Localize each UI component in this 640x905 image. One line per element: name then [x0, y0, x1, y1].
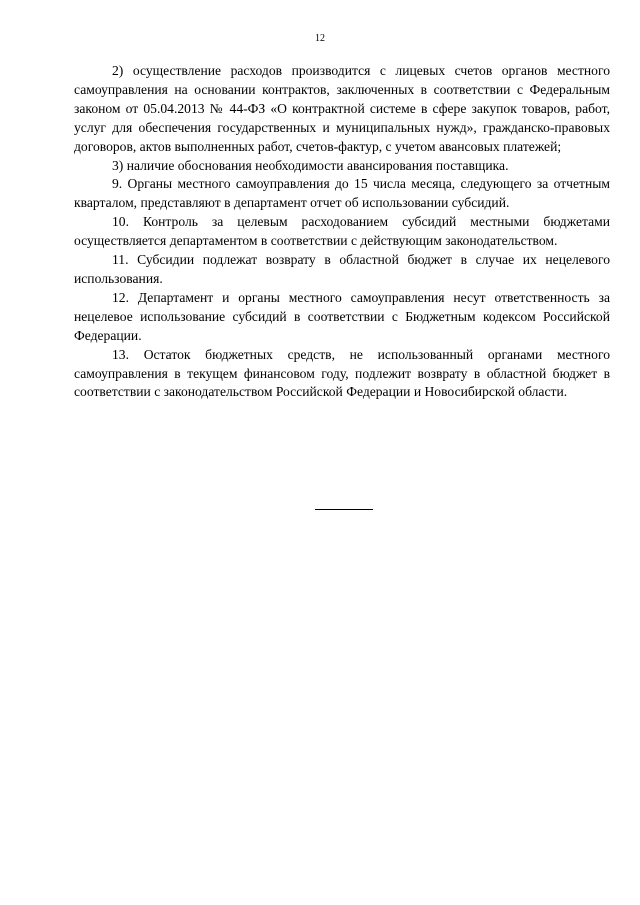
- paragraph-clause-10: 10. Контроль за целевым расходованием субсидий местными бюджетами осуществляется департаментом в соответствии с действующим законодательством.: [74, 214, 610, 249]
- paragraph-item-3: 3) наличие обоснования необходимости авансирования поставщика.: [112, 157, 509, 173]
- end-of-document-rule: [315, 509, 373, 510]
- page-number: 12: [315, 33, 325, 44]
- paragraph-clause-13: 13. Остаток бюджетных средств, не использованный органами местного самоуправления в текущем финансовом году, подлежит возврату в областной бюджет в соответствии с законодательством Российской Федерации и Новосибирской области.: [74, 346, 610, 400]
- paragraph-item-2: 2) осуществление расходов производится с лицевых счетов органов местного самоуправления на основании контрактов, заключенных в соответствии с Федеральным законом от 05.04.2013 № 44-ФЗ «О контрактной системе в сфере закупок товаров, работ, услуг для обеспечения государственных и муниципальных нужд», гражданско-правовых договоров, актов выполненных работ, счетов-фактур, с учетом авансовых платежей;: [74, 63, 610, 154]
- paragraph-clause-11: 11. Субсидии подлежат возврату в областной бюджет в случае их нецелевого использования.: [74, 252, 610, 286]
- paragraph-clause-9: 9. Органы местного самоуправления до 15 числа месяца, следующего за отчетным кварталом, представляют в департамент отчет об использовании субсидий.: [74, 176, 610, 211]
- paragraph-clause-12: 12. Департамент и органы местного самоуправления несут ответственность за нецелевое использование субсидий в соответствии с Бюджетным кодексом Российской Федерации.: [74, 289, 610, 343]
- document-body: [74, 62, 610, 402]
